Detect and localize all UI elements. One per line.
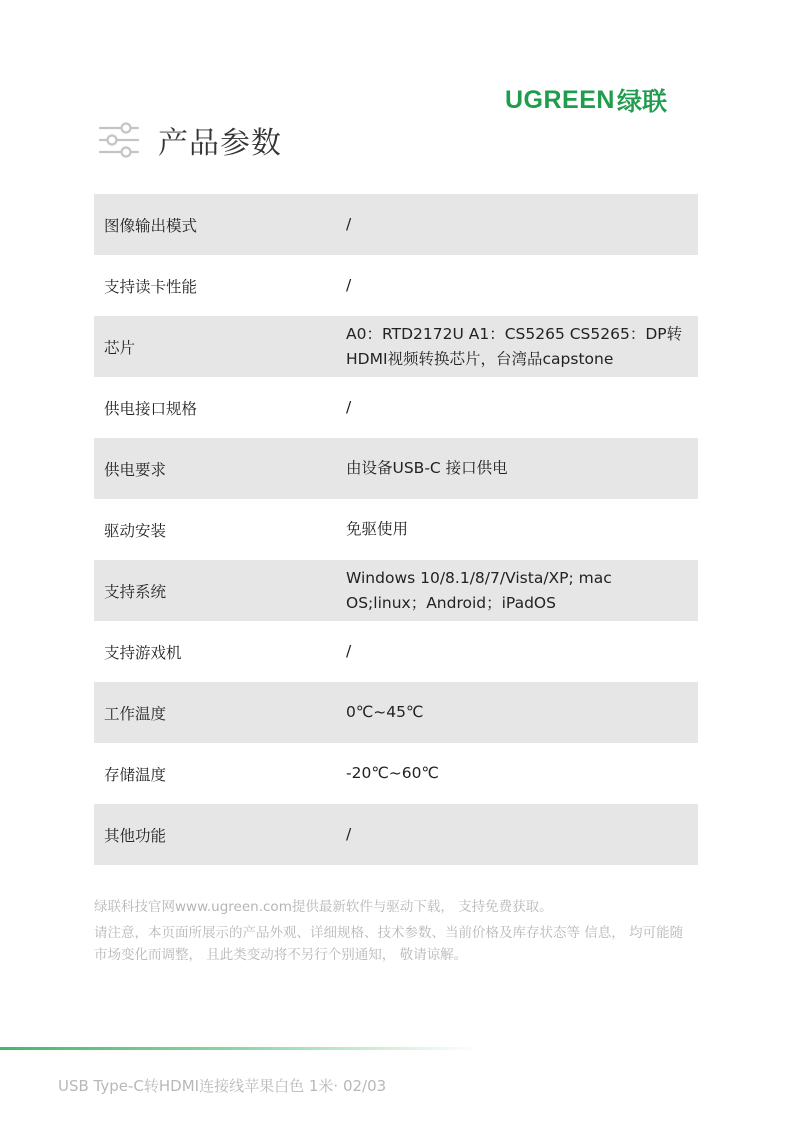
spec-row: [94, 743, 698, 804]
spec-value: /: [346, 215, 352, 233]
spec-row: [94, 438, 698, 499]
disclaimer-note: 请注意，本页面所展示的产品外观、详细规格、技术参数、当前价格及库存状态等 信息， 均可能随市场变化而调整， 且此类变动将不另行个别通知， 敬请谅解。: [94, 925, 684, 963]
spec-value: A0：RTD2172U A1：CS5265 CS5265：DP转HDMI视频转换芯片，台湾品capstone: [346, 324, 683, 368]
spec-label: 支持系统: [104, 582, 167, 601]
spec-row: [94, 316, 698, 377]
sliders-icon: [98, 120, 140, 160]
spec-label: 支持读卡性能: [104, 277, 198, 296]
page-title: 产品参数: [158, 126, 282, 161]
spec-value: /: [346, 825, 352, 843]
download-note: 绿联科技官网www.ugreen.com提供最新软件与驱动下载， 支持免费获取。: [94, 899, 553, 915]
brand-logo: [505, 84, 705, 116]
footer-text: USB Type-C转HDMI连接线苹果白色 1米· 02/03: [58, 1077, 387, 1095]
spec-label: 存储温度: [104, 765, 167, 784]
footer-divider: [0, 1047, 480, 1050]
spec-label: 供电要求: [104, 460, 167, 479]
brand-logo-chinese: 绿联: [616, 87, 667, 116]
spec-label: 供电接口规格: [104, 399, 198, 418]
brand-logo-latin: UGREEN: [505, 85, 615, 114]
spec-value: /: [346, 398, 352, 416]
spec-row: [94, 194, 698, 255]
spec-label: 工作温度: [104, 704, 167, 723]
spec-row: [94, 377, 698, 438]
spec-value: /: [346, 276, 352, 294]
spec-row: [94, 804, 698, 865]
spec-row: [94, 682, 698, 743]
disclaimer-notes: [94, 896, 694, 966]
spec-row: [94, 560, 698, 621]
section-header: [98, 118, 282, 162]
spec-value: 由设备USB-C 接口供电: [346, 459, 508, 477]
spec-row: [94, 499, 698, 560]
spec-row: [94, 255, 698, 316]
spec-label: 芯片: [104, 338, 136, 357]
spec-label: 支持游戏机: [104, 643, 182, 662]
spec-value: /: [346, 642, 352, 660]
spec-value: 免驱使用: [346, 520, 409, 538]
spec-table: [94, 194, 698, 865]
spec-value: 0℃~45℃: [346, 703, 424, 721]
spec-value: -20℃~60℃: [346, 764, 439, 782]
spec-label: 图像输出模式: [104, 216, 198, 235]
spec-label: 驱动安装: [104, 521, 167, 540]
spec-label: 其他功能: [104, 826, 167, 845]
spec-value: Windows 10/8.1/8/7/Vista/XP; mac OS;linux；Android；iPadOS: [346, 568, 612, 612]
spec-row: [94, 621, 698, 682]
